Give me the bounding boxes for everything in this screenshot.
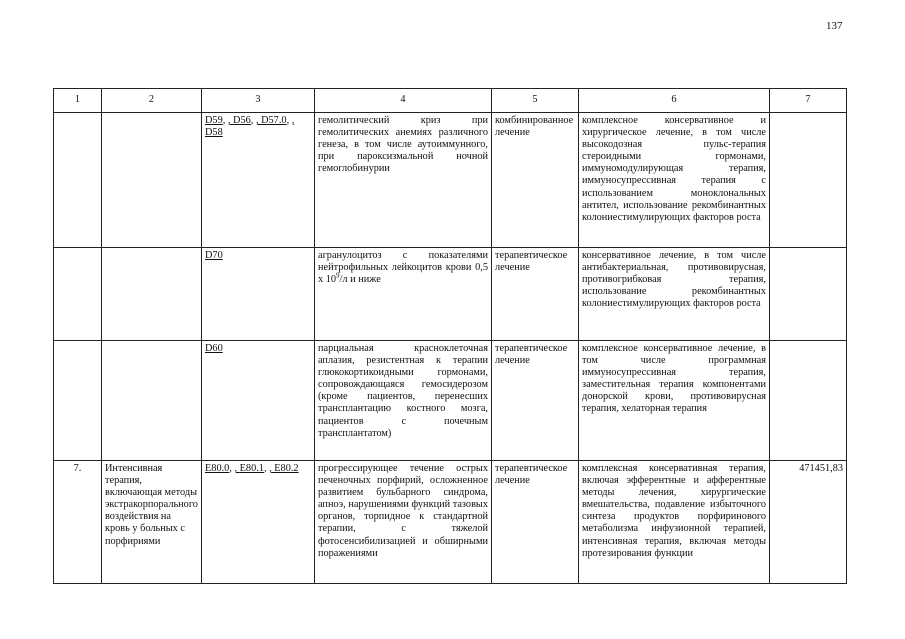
header-col-1: 1 [54,89,102,113]
icd-code-link[interactable]: E80.0 [205,463,230,474]
treatment-method: комплексное консервативное и хирургическое лечение, в том числе высокодозная пульс-терапия стероидными гормонами, иммуномодулирующая терапия, иммуносупрессивная терапия с использованием моноклональных антител, использование рекомбинантных колониестимулирующих факторов роста [579,113,770,248]
treatment-type: комбинированное лечение [492,113,579,248]
disease-description: гемолитический криз при гемолитических анемиях различного генеза, в том числе аутоиммунного, при пароксизмальной ночной гемоглобинурии [315,113,492,248]
disease-text: агранулоцитоз с показателями нейтрофильных лейкоцитов крови 0,5 x 10 [318,250,488,286]
treatment-type: терапевтическое лечение [492,248,579,341]
table-row [54,461,847,584]
icd-code-link[interactable]: , D57.0 [256,115,287,126]
care-type [102,341,202,461]
icd-codes [202,341,315,461]
icd-code-link[interactable]: D70 [205,250,223,261]
page-number: 137 [826,20,843,32]
table-row [54,341,847,461]
cost-value [770,248,847,341]
icd-code-link[interactable]: , E80.1 [234,463,263,474]
treatment-type: терапевтическое лечение [492,341,579,461]
header-col-2: 2 [102,89,202,113]
medical-care-table [53,88,847,584]
header-col-6: 6 [579,89,770,113]
icd-code-link[interactable]: , E80.2 [269,463,298,474]
row-number [54,341,102,461]
header-col-4: 4 [315,89,492,113]
icd-codes [202,248,315,341]
header-row [54,89,847,113]
care-type: Интенсивная терапия, включающая методы экстракорпорального воздействия на кровь у больных с порфириями [102,461,202,584]
icd-code-link[interactable]: , D58 [205,115,294,138]
treatment-type: терапевтическое лечение [492,461,579,584]
treatment-method: комплексная консервативная терапия, включая эфферентные и афферентные методы лечения, хирургические вмешательства, подавление избыточного синтеза продуктов порфиринового метаболизма инфузионной терапией, интенсивная терапия, включая методы протезирования функции [579,461,770,584]
cost-value [770,341,847,461]
treatment-method: консервативное лечение, в том числе антибактериальная, противовирусная, противогрибковая терапия, использование рекомбинантных колониестимулирующих факторов роста [579,248,770,341]
row-number [54,113,102,248]
header-col-7: 7 [770,89,847,113]
disease-text-unit: /л и ниже [339,274,381,286]
icd-code-link[interactable]: D59 [205,115,223,126]
care-type [102,113,202,248]
icd-codes: D59, , D56, , D57.0, , D58 [202,113,315,248]
disease-description: парциальная красноклеточная аплазия, резистентная к терапии глюкокортикоидными гормонами, сопровождающаяся гемосидерозом (кроме пациентов, перенесших трансплантацию костного мозга, пациентов с почечным трансплантатом) [315,341,492,461]
table-row [54,248,847,341]
disease-description [315,248,492,341]
header-col-5: 5 [492,89,579,113]
icd-codes: E80.0, , E80.1, , E80.2 [202,461,315,584]
table-row [54,113,847,248]
header-col-3: 3 [202,89,315,113]
cost-value [770,113,847,248]
row-number [54,248,102,341]
icd-code-link[interactable]: , D56 [228,115,251,126]
disease-description: прогрессирующее течение острых печеночных порфирий, осложненное развитием бульбарного синдрома, апноэ, нарушениями функций тазовых органов, торпидное к стандартной терапии, с тяжелой фотосенсибилизацией и обширными поражениями [315,461,492,584]
cost-value: 471451,83 [770,461,847,584]
row-number: 7. [54,461,102,584]
exponent: 9 [336,271,340,280]
treatment-method: комплексное консервативное лечение, в том числе программная иммуносупрессивная терапия, заместительная терапия компонентами донорской крови, противовирусная терапия, хелаторная терапия [579,341,770,461]
icd-code-link[interactable]: D60 [205,343,223,354]
care-type [102,248,202,341]
